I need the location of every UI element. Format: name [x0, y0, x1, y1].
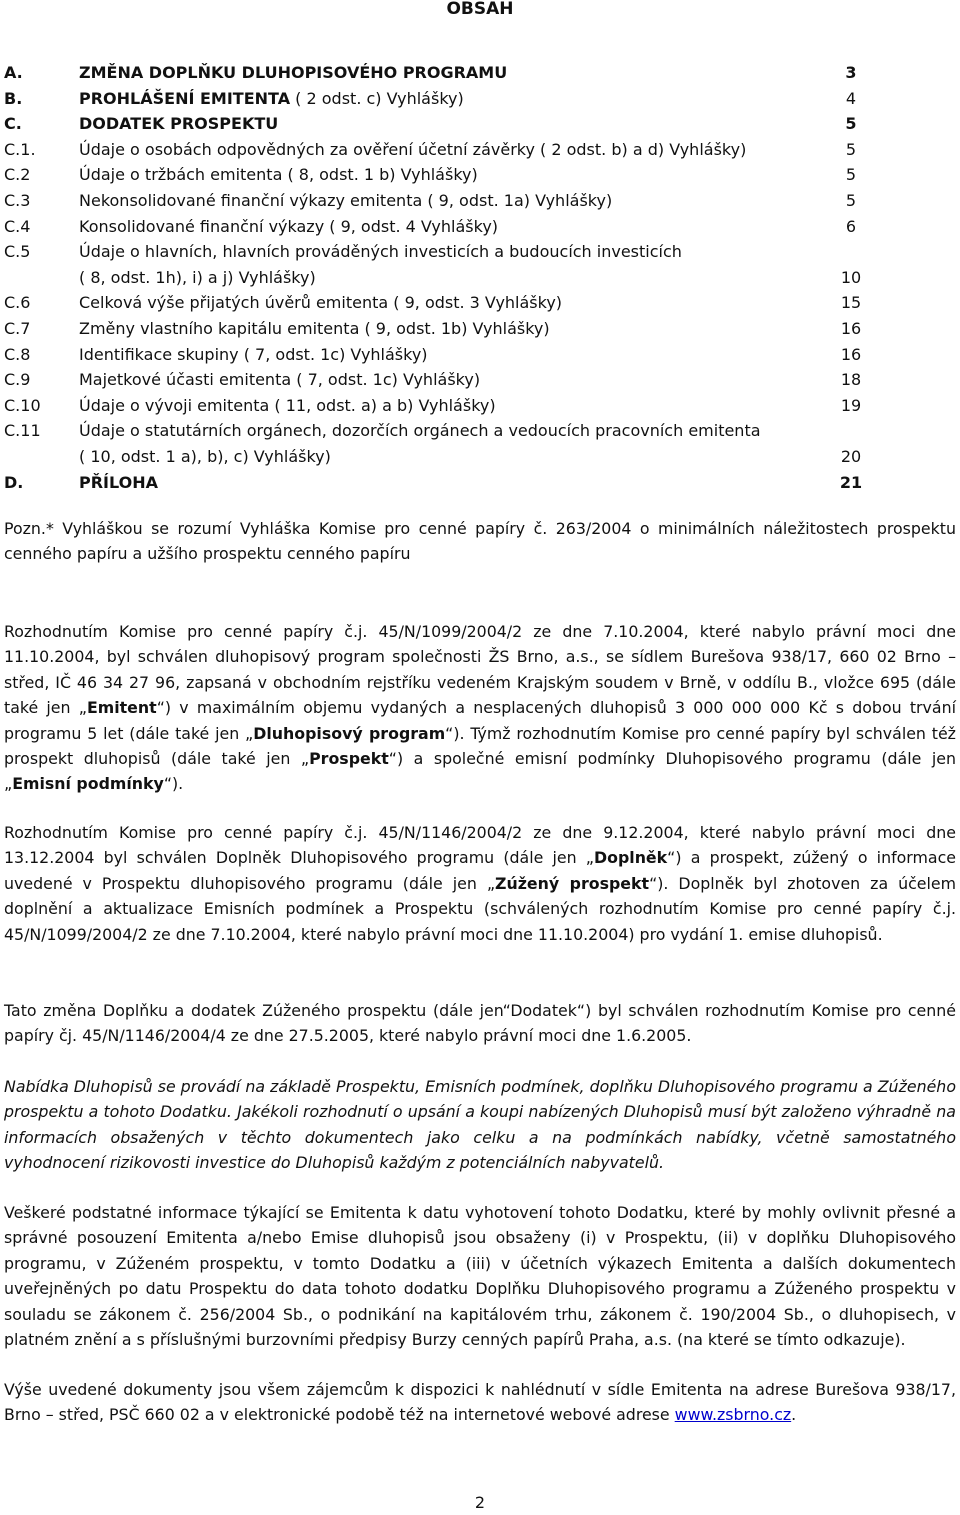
toc-title-continued: ( 10, odst. 1 a), b), c) Vyhlášky) — [79, 446, 331, 466]
toc-entry-d — [0, 470, 960, 496]
toc-entry-c5 — [0, 239, 960, 265]
toc-title: Identifikace skupiny ( 7, odst. 1c) Vyhlášky) — [79, 344, 428, 364]
toc-number: C.3 — [4, 190, 31, 210]
toc-entry-c7 — [0, 316, 960, 342]
toc-page: 5 — [845, 165, 857, 185]
text-run: “) v maximálním objemu vydaných a nesplacených dluhopisů 3 000 000 000 Kč s dobou trvání programu 5 let (dále také jen „ — [4, 698, 956, 743]
toc-number: C.1. — [4, 139, 36, 159]
defined-term: Emitent — [86, 698, 157, 718]
paragraph-text — [4, 1377, 956, 1428]
toc-page: 20 — [840, 446, 862, 466]
defined-term: Zúžený prospekt — [495, 873, 650, 893]
toc-number: B. — [4, 88, 23, 108]
toc-entry-c11 — [0, 418, 960, 444]
page-title: OBSAH — [446, 0, 514, 19]
text-run: “) a prospekt, zúžený o informace uvedené v Prospektu dluhopisového programu (dále jen „ — [4, 848, 956, 893]
toc-page: 21 — [839, 472, 863, 492]
toc-title-continued: ( 8, odst. 1h), i) a j) Vyhlášky) — [79, 267, 316, 287]
defined-term: Emisní podmínky — [12, 774, 164, 794]
toc-title: PŘÍLOHA — [79, 472, 158, 492]
toc-entry-c9 — [0, 367, 960, 393]
toc-page: 6 — [845, 216, 857, 236]
toc-title: Údaje o statutárních orgánech, dozorčích orgánech a vedoucích pracovních emitenta — [79, 421, 761, 441]
toc-page: 19 — [840, 395, 862, 415]
toc-entry-c11-cont — [0, 444, 960, 470]
text-run: Rozhodnutím Komise pro cenné papíry č.j. 45/N/1146/2004/2 ze dne 9.12.2004, které nabylo právní moci dne 13.12.2004 byl schválen Doplněk Dluhopisového programu (dále jen „ — [4, 823, 956, 868]
paragraph-amendment-approval — [4, 998, 956, 1049]
toc-number: C.2 — [4, 165, 31, 185]
toc-title: DODATEK PROSPEKTU — [79, 114, 279, 134]
toc-title: Změny vlastního kapitálu emitenta ( 9, odst. 1b) Vyhlášky) — [79, 318, 550, 338]
toc-title-rest: ( 2 odst. c) Vyhlášky) — [290, 88, 464, 108]
toc-number: D. — [4, 472, 24, 492]
toc-page: 5 — [845, 139, 857, 159]
toc-number: C.9 — [4, 370, 31, 390]
table-of-contents — [0, 60, 960, 495]
website-link[interactable]: www.zsbrno.cz — [674, 1405, 792, 1425]
toc-entry-c6 — [0, 290, 960, 316]
paragraph-offer-basis — [4, 1074, 956, 1176]
text-run: Výše uvedené dokumenty jsou všem zájemcům k dispozici k nahlédnutí v sídle Emitenta na adrese Burešova 938/17, Brno – střed, PSČ 660 02 a v elektronické podobě též na internetové webové adrese — [4, 1380, 956, 1425]
toc-entry-c10 — [0, 393, 960, 419]
toc-page: 3 — [845, 63, 857, 82]
toc-number: C. — [4, 114, 22, 134]
toc-title: Celková výše přijatých úvěrů emitenta ( 9, odst. 3 Vyhlášky) — [79, 293, 563, 313]
toc-entry-c1 — [0, 137, 960, 163]
toc-title: Nekonsolidované finanční výkazy emitenta ( 9, odst. 1a) Vyhlášky) — [79, 190, 613, 210]
toc-page: 5 — [845, 114, 857, 134]
toc-number: A. — [4, 63, 23, 82]
paragraph-program-approval — [4, 619, 956, 797]
paragraph-text — [4, 820, 956, 947]
toc-number: C.10 — [4, 395, 41, 415]
toc-entry-c2 — [0, 162, 960, 188]
toc-entry-c4 — [0, 214, 960, 240]
footnote — [4, 516, 956, 567]
toc-title-bold: PROHLÁŠENÍ EMITENTA — [79, 88, 291, 108]
toc-page: 15 — [840, 293, 862, 313]
footnote-text: Pozn.* Vyhláškou se rozumí Vyhláška Komise pro cenné papíry č. 263/2004 o minimálních náležitostech prospektu cenného papíru a užšího prospektu cenného papíru — [4, 519, 956, 564]
text-run: “) a společné emisní podmínky Dluhopisového programu (dále jen „ — [4, 749, 956, 794]
text-run: . — [791, 1405, 797, 1425]
toc-number: C.6 — [4, 293, 31, 313]
toc-entry-c — [0, 111, 960, 137]
text-run: Rozhodnutím Komise pro cenné papíry č.j. 45/N/1099/2004/2 ze dne 7.10.2004, které nabylo právní moci dne 11.10.2004, byl schválen dluhopisový program společnosti ŽS Brno, a.s., se sídlem Burešova 938/17, 660 02 Brno – střed, IČ 46 34 27 96, zapsaná v obchodním rejstříku vedeném Krajským soudem v Brně, v oddílu B., vložce 695 (dále také jen „ — [4, 622, 956, 718]
toc-page: 10 — [840, 267, 862, 287]
paragraph-material-information — [4, 1200, 956, 1352]
paragraph-documents-availability — [4, 1377, 956, 1428]
defined-term: Dluhopisový program — [253, 723, 446, 743]
toc-number: C.8 — [4, 344, 31, 364]
paragraph-text: Nabídka Dluhopisů se provádí na základě Prospektu, Emisních podmínek, doplňku Dluhopisového programu a Zúženého prospektu a tohoto Dodatku. Jakékoli rozhodnutí o upsání a koupi nabízených Dluhopisů musí být založeno výhradně na informacích obsažených v těchto dokumentech jako celku a na podmínkách nabídky, včetně samostatného vyhodnocení rizikovosti investice do Dluhopisů každým z potenciálních nabyvatelů. — [4, 1077, 956, 1173]
toc-page: 5 — [845, 190, 857, 210]
text-run: “). Doplněk byl zhotoven za účelem doplnění a aktualizace Emisních podmínek a Prospektu (schválených rozhodnutím Komise pro cenné papíry č.j. 45/N/1099/2004/2 ze dne 7.10.2004, které nabylo právní moci dne 11.10.2004) pro vydání 1. emise dluhopisů. — [4, 873, 957, 944]
paragraph-text: Veškeré podstatné informace týkající se Emitenta k datu vyhotovení tohoto Dodatku, které by mohly ovlivnit přesné a správné posouzení Emitenta a/nebo Emise dluhopisů jsou obsaženy (i) v Prospektu, (ii) v doplňku Dluhopisového programu, v Zúženém prospektu, v tomto Dodatku a (iii) v účetních výkazech Emitenta a dalších dokumentech uveřejněných po datu Prospektu do data tohoto dodatku Doplňku Dluhopisového programu a Zúženého prospektu v souladu se zákonem č. 256/2004 Sb., o podnikání na kapitálovém trhu, zákonem č. 190/2004 Sb., o dluhopisech, v platném znění a s příslušnými burzovními předpisy Burzy cenných papírů Praha, a.s. (na které se tímto odkazuje). — [4, 1203, 956, 1350]
paragraph-text: Tato změna Doplňku a dodatek Zúženého prospektu (dále jen“Dodatek“) byl schválen rozhodnutím Komise pro cenné papíry čj. 45/N/1146/2004/4 ze dne 27.5.2005, které nabylo právní moci dne 1.6.2005. — [4, 1001, 956, 1046]
toc-title: Údaje o hlavních, hlavních prováděných investicích a budoucích investicích — [79, 242, 682, 262]
defined-term: Prospekt — [309, 749, 389, 769]
toc-number: C.11 — [4, 421, 41, 441]
page-number: 2 — [474, 1493, 486, 1512]
text-run: “). Týmž rozhodnutím Komise pro cenné papíry byl schválen též prospekt dluhopisů (dále také jen „ — [4, 723, 956, 769]
toc-page: 16 — [840, 318, 862, 338]
toc-number: C.5 — [4, 242, 31, 262]
toc-title: Konsolidované finanční výkazy ( 9, odst. 4 Vyhlášky) — [79, 216, 499, 236]
toc-entry-c3 — [0, 188, 960, 214]
toc-title: ZMĚNA DOPLŇKU DLUHOPISOVÉHO PROGRAMU — [79, 63, 508, 82]
toc-entry-b — [0, 86, 960, 112]
paragraph-supplement-approval — [4, 820, 956, 947]
text-run: “). — [163, 774, 184, 794]
toc-title: Údaje o osobách odpovědných za ověření účetní závěrky ( 2 odst. b) a d) Vyhlášky) — [79, 139, 747, 159]
defined-term: Doplněk — [594, 848, 668, 868]
toc-entry-a — [0, 60, 960, 86]
toc-entry-c5-cont — [0, 265, 960, 291]
toc-entry-c8 — [0, 342, 960, 368]
toc-page: 4 — [845, 88, 857, 108]
toc-number: C.7 — [4, 318, 31, 338]
toc-title: Údaje o vývoji emitenta ( 11, odst. a) a b) Vyhlášky) — [79, 395, 496, 415]
toc-number: C.4 — [4, 216, 31, 236]
toc-page: 16 — [840, 344, 862, 364]
toc-page: 18 — [840, 370, 862, 390]
toc-title: Majetkové účasti emitenta ( 7, odst. 1c) Vyhlášky) — [79, 370, 481, 390]
toc-title — [79, 86, 464, 112]
toc-title: Údaje o tržbách emitenta ( 8, odst. 1 b) Vyhlášky) — [79, 165, 478, 185]
paragraph-text — [4, 619, 956, 797]
